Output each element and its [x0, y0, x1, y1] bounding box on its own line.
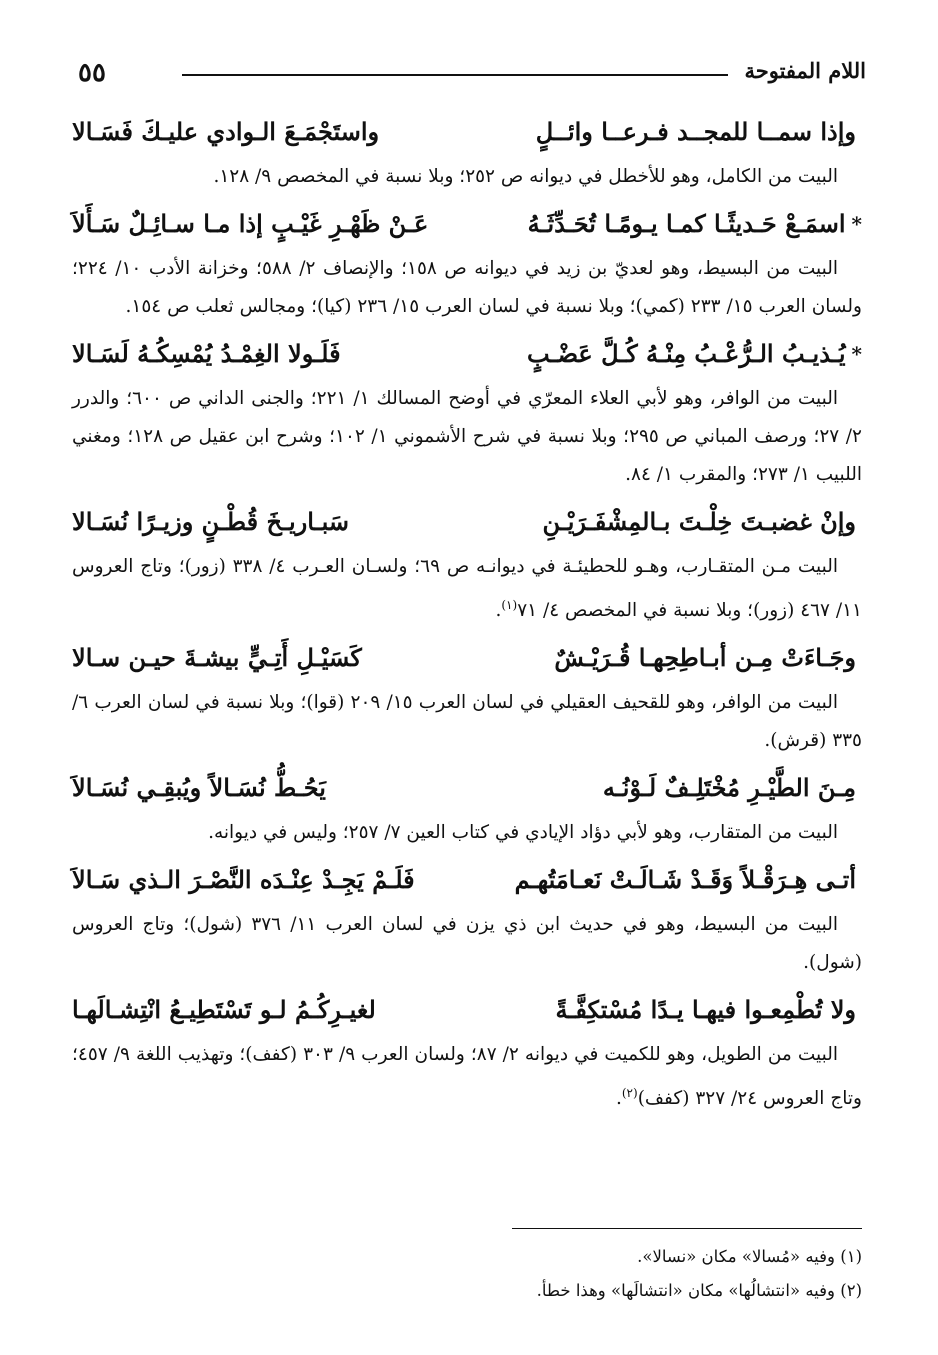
footnotes: [102, 1240, 862, 1308]
second-hemistich: كَسَيْـلِ أَتِـيٍّ بيشـةَ حيـن سـالا: [72, 643, 362, 673]
second-hemistich: عَـنْ ظَهْـرِ غَيْـبٍ إذا مـا سـائِـلٌ سَـأَلاَ: [72, 209, 429, 238]
verse-entry: [72, 106, 862, 196]
citation-body: البيت من البسيط، وهو في حديث ابن ذي يزن في لسان العرب ١١/ ٣٧٦ (شول)؛ وتاج العروس (شول).: [72, 914, 862, 974]
second-hemistich: لغيـرِكُـمُ لـو تَسْتَطِيـعُ انْتِشـالَهـا: [72, 995, 376, 1025]
verse-line: [72, 762, 862, 814]
footnote-ref[interactable]: (٢): [621, 1086, 638, 1101]
second-hemistich: فَلَـولا الغِمْـدُ يُمْسِكُـهُ لَسَـالا: [72, 339, 341, 368]
citation-body: البيت من الوافر، وهو لأبي العلاء المعرّي في أوضح المسالك ١/ ٢٢١؛ والجنى الداني ص ٦٠٠؛ والدرر ٢/ ٢٧؛ ورصف المباني ص ٢٩٥؛ وبلا نسبة في شرح الأشموني ١/ ١٠٢؛ وشرح ابن عقيل ص ١٢٨؛ ومغني اللبيب ١/ ٢٧٣؛ والمقرب ١/ ٨٤.: [72, 388, 862, 485]
page-header: [70, 52, 866, 96]
second-hemistich: يَحُـطُّ نُسَـالاً ويُبقِـي نُسَـالاَ: [72, 773, 326, 803]
citation-body: البيت من الكامل، وهو للأخطل في ديوانه ص ٢٥٢؛ وبلا نسبة في المخصص ٩/ ١٢٨.: [213, 166, 838, 187]
citation-body: البيت من البسيط، وهو لعديّ بن زيد في ديوانه ص ١٥٨؛ والإنصاف ٢/ ٥٨٨؛ وخزانة الأدب ١٠/ ٢٢٤؛ ولسان العرب ١٥/ ٢٣٣ (كمي)؛ وبلا نسبة في لسان العرب ١٥/ ٢٣٦ (كيا)؛ ومجالس ثعلب ص ١٥٤.: [72, 258, 862, 317]
verse-entry: [72, 984, 862, 1118]
page-body: [72, 106, 862, 1120]
verse-entry: [72, 854, 862, 982]
citation-text: [72, 906, 862, 982]
second-hemistich: سَبـاريـخَ قُطْـنٍ وزيـرًا نُسَـالا: [72, 507, 349, 536]
verse-line: [72, 106, 862, 158]
verse-entry: [72, 496, 862, 630]
footnote-ref[interactable]: (١): [501, 598, 518, 612]
first-hemistich: أتـى هِـرَقْـلاً وَقَـدْ شَـالَـتْ نَعـامَتُهـم: [514, 865, 856, 895]
citation-body: البيت مـن المتقـارب، وهـو للحطيئـة في ديوانـه ص ٦٩؛ ولسـان العـرب ٤/ ٣٣٨ (زور)؛ وتاج العروس ١١/ ٤٦٧ (زور)؛ وبلا نسبة في المخصص ٤/ ٧١: [72, 556, 862, 622]
footnote-1: (١) وفيه «مُسالا» مكان «نسالا».: [637, 1247, 862, 1266]
citation-text: [72, 380, 862, 494]
verse-line: [72, 632, 862, 684]
first-hemistich: وإذا سمــا للمجــد فـرعــا وائــلٍ: [535, 117, 856, 146]
page-number: ٥٥: [78, 58, 106, 88]
verse-line: [72, 984, 862, 1036]
verse-entry: [72, 762, 862, 852]
citation-text: [72, 814, 862, 852]
running-title: اللام المفتوحة: [744, 58, 866, 83]
citation-text: [72, 250, 862, 326]
first-hemistich: مِـنَ الطَّيْـرِ مُخْتَلِـفٌ لَـوْنُـه: [602, 773, 856, 803]
citation-text: البيت مـن المتقـارب، وهـو للحطيئـة في ديوانـه ص ٦٩؛ ولسـان العـرب ٤/ ٣٣٨ (زور)؛ وتاج العروس ١١/ ٤٦٧ (زور)؛ وبلا نسبة في المخصص ٤/ ٧١$^{(١)}$.: [72, 556, 862, 622]
footnote-2: (٢) وفيه «انتشالُها» مكان «انتشالَها» وهذا خطأ.: [536, 1281, 862, 1300]
verse-line: [72, 328, 862, 380]
first-hemistich: اسمَـعْ حَـديثًـا كمـا يـومًـا تُحَـدِّثَـهُ: [527, 209, 846, 238]
verse-entry: [72, 328, 862, 494]
citation-body: البيت من الطويل، وهو للكميت في ديوانه ٢/ ٨٧؛ ولسان العرب ٩/ ٣٠٣ (كفف)؛ وتهذيب اللغة ٩/ ٤٥٧؛ وتاج العروس ٢٤/ ٣٢٧ (كفف): [72, 1044, 862, 1110]
first-hemistich: وجَـاءَتْ مِـن أبـاطِحِهـا قُـرَيْـشٌ: [554, 643, 856, 673]
citation-text: البيت من الطويل، وهو للكميت في ديوانه ٢/ ٨٧؛ ولسان العرب ٩/ ٣٠٣ (كفف)؛ وتهذيب اللغة ٩/ ٤٥٧؛ وتاج العروس ٢٤/ ٣٢٧ (كفف)$^{(٢)}$.: [72, 1044, 862, 1110]
footnote-divider: [512, 1228, 862, 1229]
verse-line: [72, 854, 862, 906]
verse-entry: [72, 198, 862, 326]
second-hemistich: فَلَـمْ يَجِـدْ عِنْـدَه النَّصْـرَ الـذي سَـالاَ: [72, 865, 415, 895]
first-hemistich: وإنْ غضبـتَ خِلْـتَ بـالمِشْفَـرَيْـنِ: [542, 507, 856, 536]
verse-entry: [72, 632, 862, 760]
verse-marker: *: [851, 212, 862, 236]
citation-body: البيت من المتقارب، وهو لأبي دؤاد الإيادي في كتاب العين ٧/ ٢٥٧؛ وليس في ديوانه.: [208, 822, 838, 844]
first-hemistich: ولا تُطْمِعـوا فيهـا يـدًا مُسْتكِفَّـةً: [555, 995, 856, 1025]
citation-text: [72, 684, 862, 760]
verse-marker: *: [851, 342, 862, 366]
first-hemistich: يُـذيـبُ الـرُّعْـبُ مِنْـهُ كُـلَّ عَضْـبٍ: [526, 339, 846, 368]
second-hemistich: واستَجْمَـعَ الـوادي عليـكَ فَسَـالا: [72, 117, 380, 146]
verse-line: [72, 496, 862, 548]
citation-text: [72, 158, 862, 196]
header-rule: [182, 74, 728, 76]
verse-line: [72, 198, 862, 250]
citation-body: البيت من الوافر، وهو للقحيف العقيلي في لسان العرب ١٥/ ٢٠٩ (قوا)؛ وبلا نسبة في لسان العرب ٦/ ٣٣٥ (قرش).: [72, 692, 862, 752]
